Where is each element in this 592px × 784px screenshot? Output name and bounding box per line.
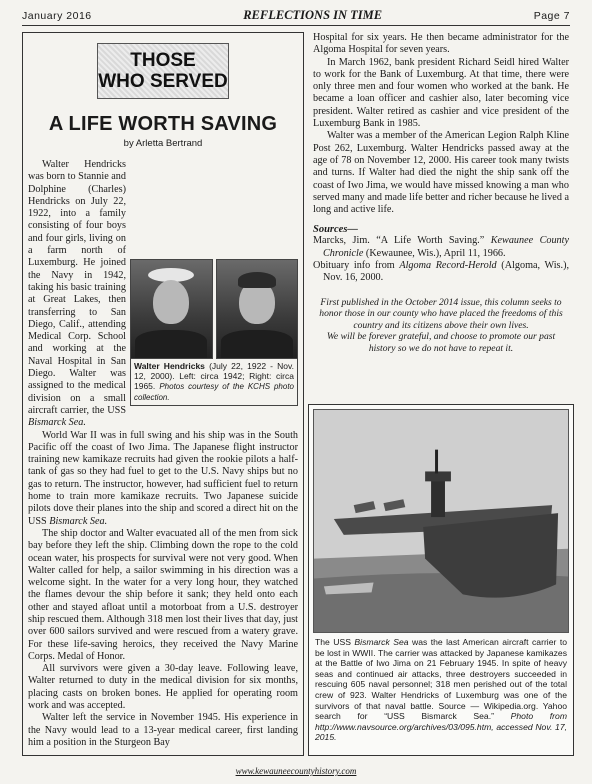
- issue-date: January 2016: [22, 10, 92, 22]
- website-footer[interactable]: www.kewauneecountyhistory.com: [235, 766, 357, 776]
- aircraft-carrier-image: [314, 410, 568, 632]
- banner-line-1: THOSE: [130, 50, 196, 71]
- dedication-line-1: First published in the October 2014 issue, this column seeks to honor those in our county who have placed the freedoms of this country and its citizens above their own lives.: [319, 296, 563, 331]
- article-column: [22, 32, 304, 756]
- dedication-line-2: We will be forever grateful, and choose to promote our past history so we do not have to repeat it.: [326, 331, 556, 355]
- portrait-1965-image: [216, 259, 299, 359]
- portrait-1942-image: [130, 259, 213, 359]
- page-number: Page 7: [533, 10, 570, 22]
- article-byline: by Arletta Bertrand: [123, 138, 203, 149]
- source-2: Obituary info from Algoma Record-Herold (Algoma, Wis.), Nov. 16, 2000.: [313, 260, 570, 284]
- article-title: A LIFE WORTH SAVING: [48, 113, 278, 135]
- paragraph-7: Walter was a member of the American Legion Ralph Kline Post 262, Luxemburg. Walter Hendricks passed away at the age of 78 on November 12, 2000. His career took many twists and turns. If Walter had died the night the ship sank off the coast of Iwo Jima, we would have missed knowing a man who served many and made life better and richer because he lived a long and active life.: [313, 130, 569, 216]
- series-banner: [97, 43, 229, 99]
- caption-details: (July 22, 1922 - Nov. 12, 2000). Left: circa 1942; Right: circa 1965.: [134, 361, 295, 391]
- paragraph-4: All survivors were given a 30-day leave. Following leave, Walter returned to duty in the medical division for six months, placing casts on broken bones. He applied for operating room work and was accepted.: [28, 663, 298, 712]
- paragraph-5-continued: Hospital for six years. He then became administrator for the Algoma Hospital for seven years.: [313, 32, 569, 56]
- ship-photo: [313, 409, 569, 633]
- ship-figure: [308, 404, 574, 756]
- portrait-photos: [130, 259, 298, 359]
- column-dedication: [308, 297, 574, 355]
- paragraph-1: Walter Hendricks was born to Stannie and Dolphine (Charles) Hendricks on July 22, 1922, into a family consisting of four boys and four girls, living on a farm north of Luxemburg. He joined the Navy in 1942, taking his basic training at Great Lakes, then transferring to San Diego, Calif., attending Medical Corp. School and working at the Naval Hospital in San Diego. Walter was assigned to the medical division on a small aircraft carrier, the USS Bismarck Sea.: [28, 159, 126, 429]
- page-header: [22, 8, 570, 26]
- paragraph-3: The ship doctor and Walter evacuated all of the men from sick bay before they left the ship. Climbing down the rope to the cold ocean water, his prospects for survival were not very good. When Walter called for help, a sailor swimming in his direction was a welcome sight. In the water for a very long hour, they watched the flames devour the ship before it sank; they held onto each other and stayed afloat until a motorboat from a U.S. destroyer ship rescued them. Although 318 men lost their lives that day, just over 600 sailors survived and were rescued from a watery grave. For these life-saving heroics, they received the Navy Marine Corps. Medal of Honor.: [28, 527, 298, 662]
- article-continued: [308, 32, 574, 216]
- paragraph-2: World War II was in full swing and his ship was in the South Pacific off the coast of Iwo Jima. The Japanese flight instructor training new kamikaze recruits had given the rookie pilots a half-tank of gas so they had fuel to get to the U.S. Navy ships but no gas to return. The instructor, however, had sufficient fuel to return home to train more kamikaze recruits. Two Japanese suicide pilots dove their planes into the ship and scored a direct hit on the USS Bismarck Sea.: [28, 429, 298, 527]
- sources-heading: Sources—: [313, 224, 358, 236]
- source-1: Marcks, Jim. “A Life Worth Saving.” Kewaunee County Chronicle (Kewaunee, Wis.), April 11, 1966.: [313, 235, 570, 259]
- article-body: [23, 159, 303, 749]
- caption-name: Walter Hendricks: [134, 361, 205, 371]
- banner-line-2: WHO SERVED: [98, 71, 228, 92]
- right-column: [308, 32, 574, 756]
- ship-caption: The USS Bismarck Sea was the last American aircraft carrier to be lost in WWII. The carrier was attacked by Japanese kamikazes at the Battle of Iwo Jima on 21 February 1945. In spite of heavy seas and continued air attacks, three destroyers succeeded in rescuing 605 naval personnel; 318 men perished out of the total crew of 923. Walter Hendricks of Luxemburg was one of the survivors of that naval battle. Source — Wikipedia.org. Yahoo search for “USS Bismarck Sea.” Photo from http://www.navsource.org/archives/03/095.htm, accessed Nov. 17, 2015.: [315, 637, 567, 743]
- paragraph-5: Walter left the service in November 1945. His experience in the Navy would lead to a 13-year medical career, first landing him a position in the Sturgeon Bay: [28, 712, 298, 748]
- publication-title: REFLECTIONS IN TIME: [243, 8, 383, 22]
- paragraph-6: In March 1962, bank president Richard Seidl hired Walter to work for the Bank of Luxemburg. At that time, there were only three men and four women who worked at the bank. He became a loan officer and cashier also, later becoming vice president. Walter retired as cashier and vice president of the Luxemburg Bank in 1985.: [313, 56, 569, 130]
- portrait-figure: [130, 259, 298, 406]
- caption-credit: Photos courtesy of the KCHS photo collection.: [134, 382, 294, 402]
- portrait-caption: [130, 359, 298, 406]
